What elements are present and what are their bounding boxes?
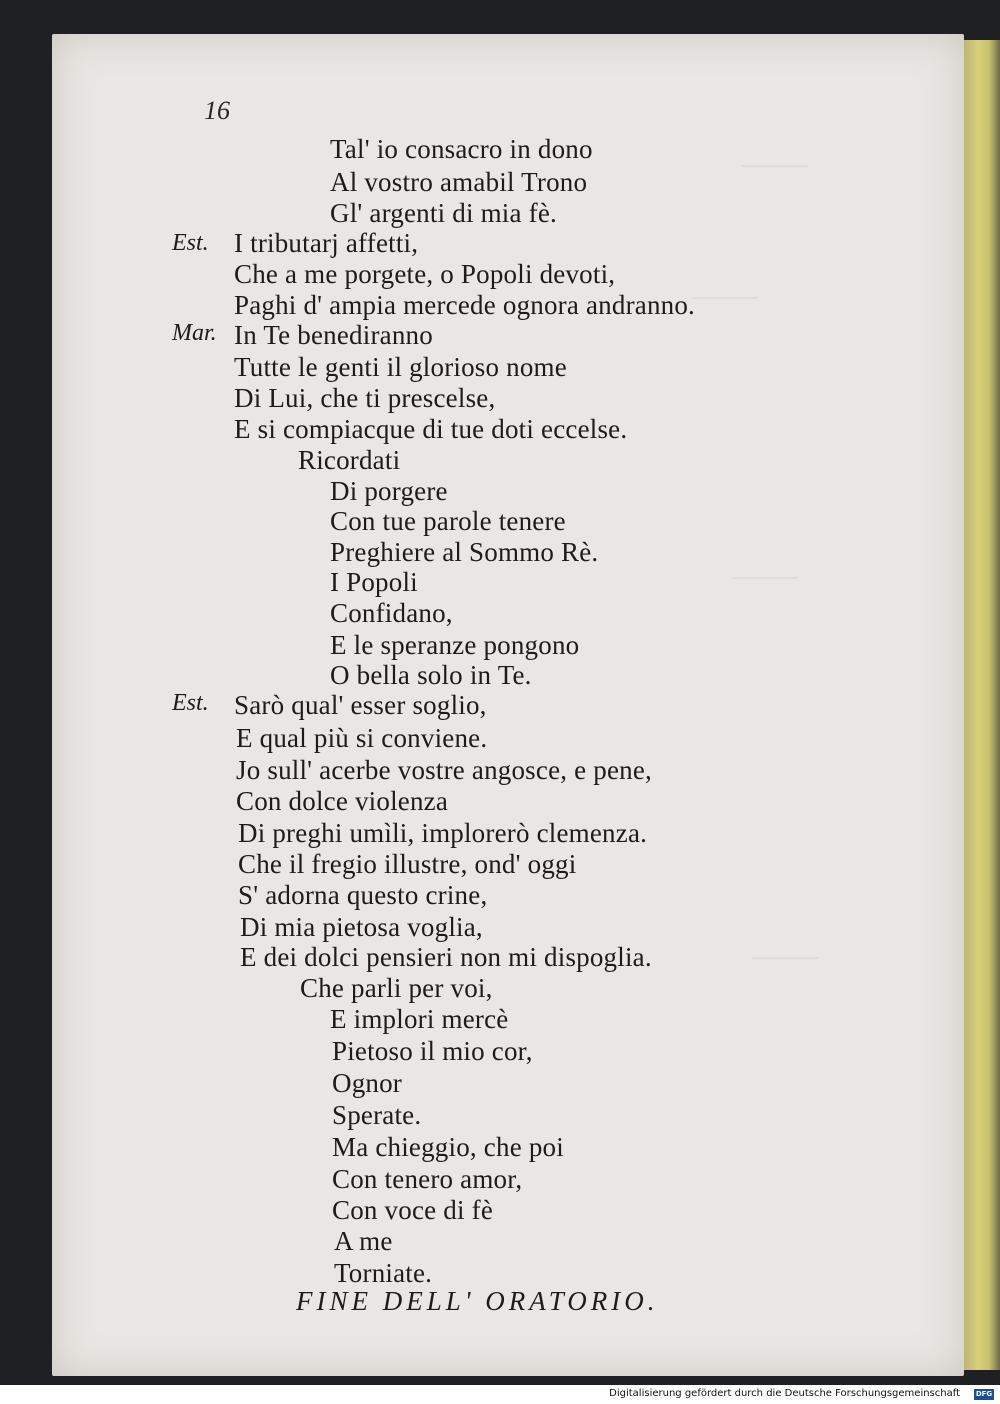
verse-line: Pietoso il mio cor, bbox=[332, 1036, 533, 1066]
verse-line: I Popoli bbox=[330, 567, 418, 597]
speaker-label: Mar. bbox=[172, 320, 217, 346]
verse-line: Tutte le genti il glorioso nome bbox=[234, 352, 567, 382]
closing-line: FINE DELL' ORATORIO. bbox=[296, 1286, 659, 1316]
verse-line: Sarò qual' esser soglio, bbox=[234, 690, 487, 720]
verse-line: Confidano, bbox=[330, 598, 453, 628]
verse-line: Al vostro amabil Trono bbox=[330, 167, 588, 197]
verse-line: Di Lui, che ti prescelse, bbox=[234, 383, 496, 413]
verse-line: I tributarj affetti, bbox=[234, 228, 419, 258]
verse-line: E si compiacque di tue doti eccelse. bbox=[234, 414, 628, 444]
dfg-logo: DFG bbox=[975, 1390, 993, 1398]
verse-line: Con voce di fè bbox=[332, 1195, 494, 1225]
verse-line: Che parli per voi, bbox=[300, 973, 493, 1003]
verse-line: Gl' argenti di mia fè. bbox=[330, 198, 557, 228]
verse-line: E dei dolci pensieri non mi dispoglia. bbox=[240, 942, 652, 972]
verse-line: Ma chieggio, che poi bbox=[332, 1132, 564, 1162]
funding-credit: Digitalisierung gefördert durch die Deutsche Forschungsgemeinschaft bbox=[609, 1388, 960, 1399]
verse-line: Di porgere bbox=[330, 476, 448, 506]
verse-line: S' adorna questo crine, bbox=[238, 880, 488, 910]
speaker-label: Est. bbox=[172, 230, 209, 256]
verse-line: Paghi d' ampia mercede ognora andranno. bbox=[234, 290, 695, 320]
verse-line: Torniate. bbox=[334, 1258, 433, 1288]
verse-line: Tal' io consacro in dono bbox=[330, 134, 593, 164]
facing-page-edge bbox=[964, 40, 1000, 1370]
verse-line: Con tue parole tenere bbox=[330, 506, 566, 536]
speaker-label: Est. bbox=[172, 690, 209, 716]
verse-line: O bella solo in Te. bbox=[330, 660, 532, 690]
verse-line: Jo sull' acerbe vostre angosce, e pene, bbox=[236, 755, 653, 785]
verse-line: Ricordati bbox=[298, 445, 401, 475]
verse-line: E implori mercè bbox=[330, 1004, 509, 1034]
verse-line: Di mia pietosa voglia, bbox=[240, 912, 483, 942]
verse-line: A me bbox=[334, 1226, 393, 1256]
verse-line: Preghiere al Sommo Rè. bbox=[330, 537, 599, 567]
verse-line: E qual più si conviene. bbox=[236, 723, 488, 753]
page-number: 16 bbox=[204, 96, 230, 125]
verse-line: Che a me porgete, o Popoli devoti, bbox=[234, 259, 616, 289]
verse-line: In Te benediranno bbox=[234, 320, 433, 350]
verse-line: E le speranze pongono bbox=[330, 630, 580, 660]
verse-line: Che il fregio illustre, ond' oggi bbox=[238, 849, 577, 879]
verse-line: Con tenero amor, bbox=[332, 1164, 523, 1194]
verse-line: Sperate. bbox=[332, 1100, 422, 1130]
verse-line: Con dolce violenza bbox=[236, 786, 449, 816]
verse-line: Di preghi umìli, implorerò clemenza. bbox=[238, 818, 648, 848]
verse-line: Ognor bbox=[332, 1068, 402, 1098]
